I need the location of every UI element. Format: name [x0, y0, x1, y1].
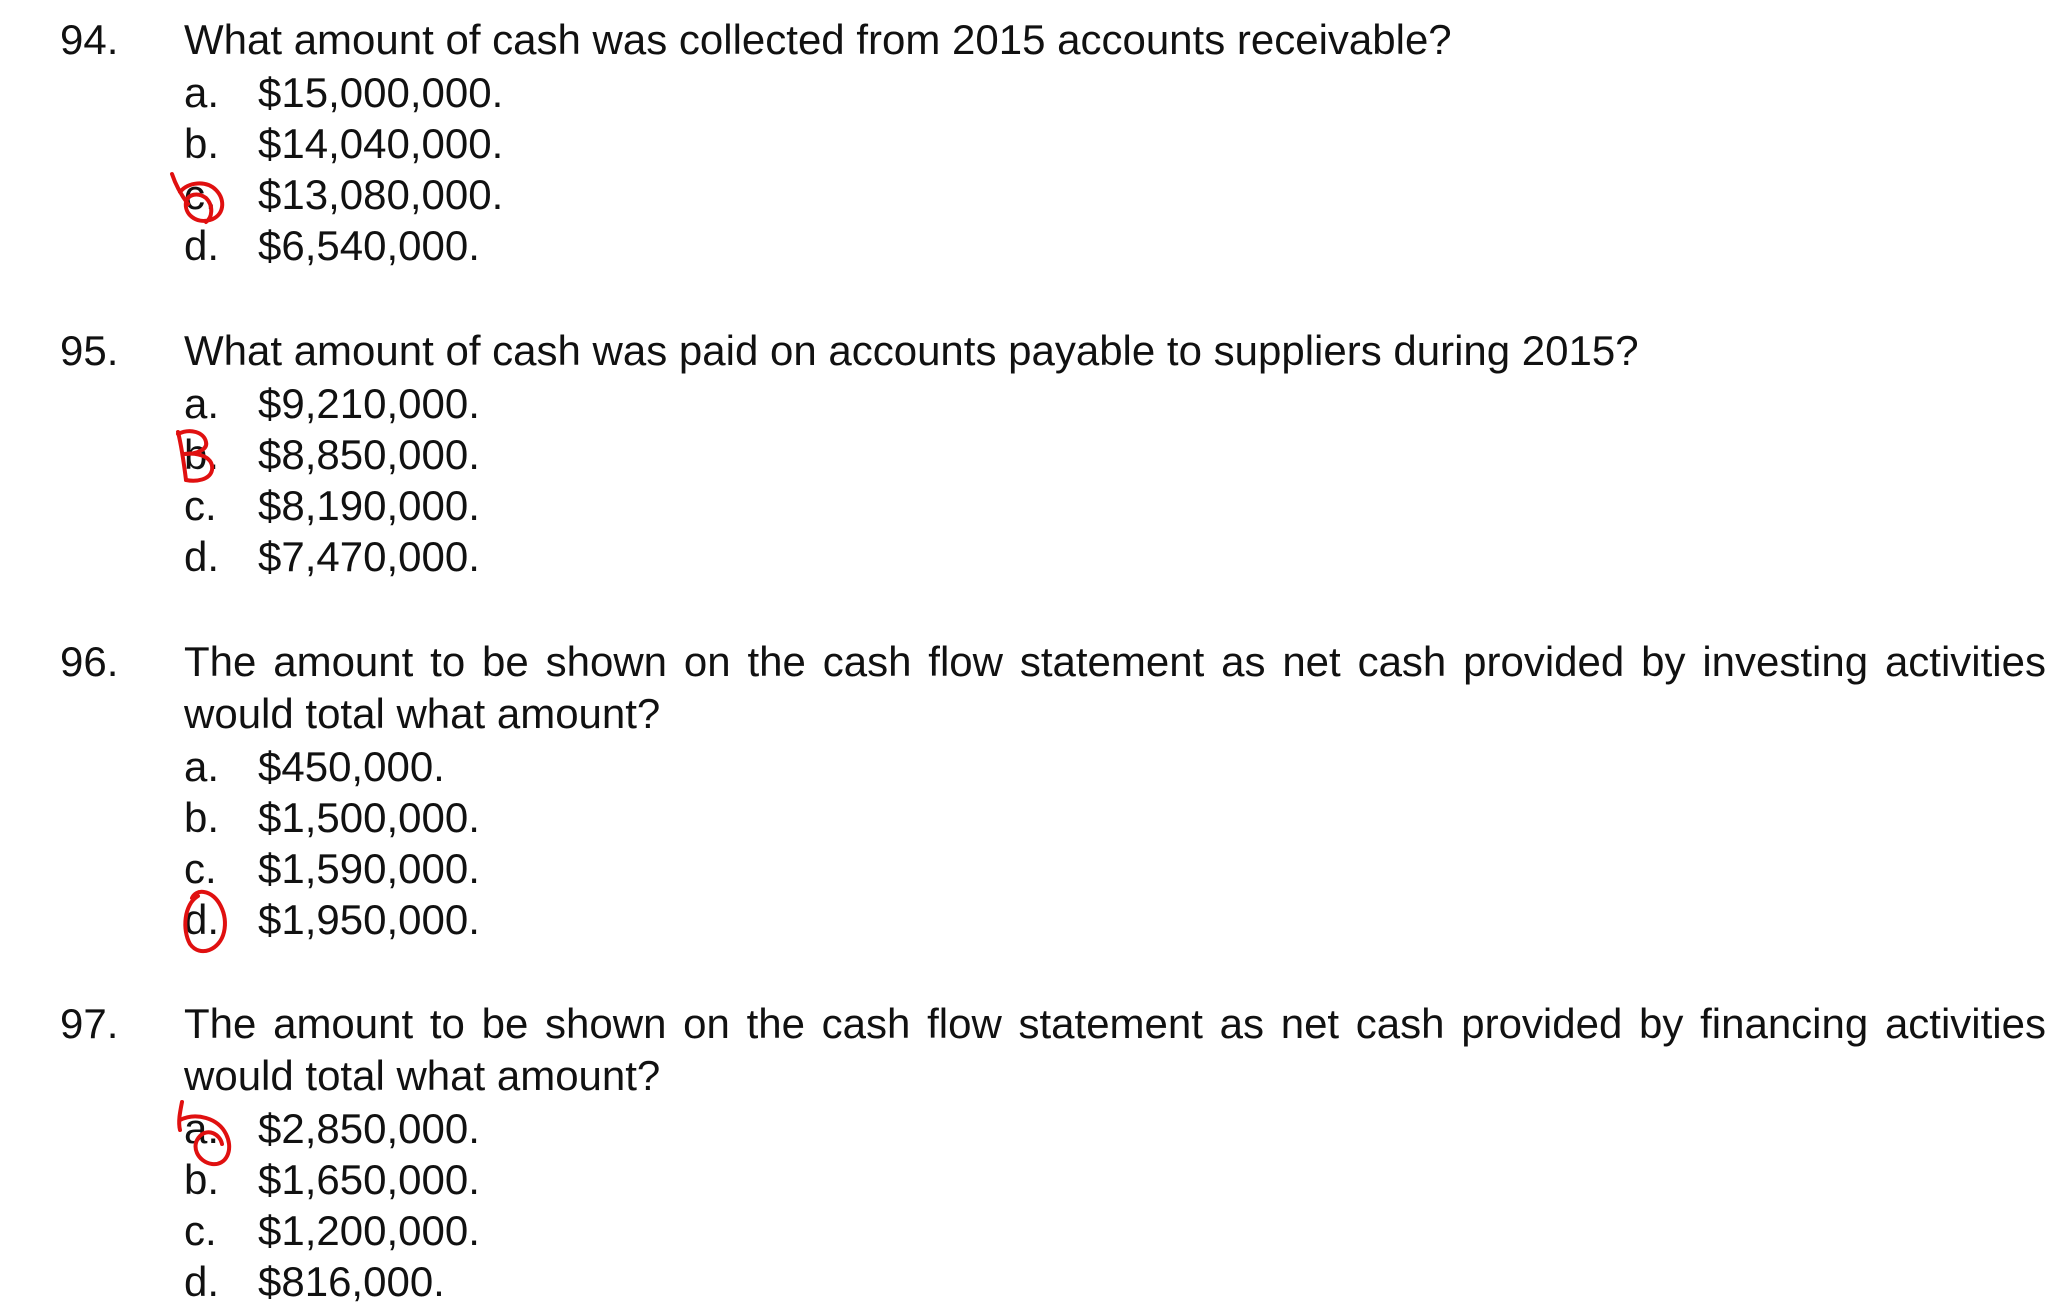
option-letter: c. [184, 1207, 217, 1254]
option-value: $9,210,000. [258, 380, 480, 427]
option-d [184, 1256, 1084, 1307]
answer-options [184, 1103, 1084, 1307]
option-c [184, 843, 1084, 894]
option-letter: d. [184, 896, 220, 943]
option-letter: c. [184, 845, 217, 892]
option-value: $2,850,000. [258, 1105, 480, 1152]
option-b [184, 1154, 1084, 1205]
option-value: $1,200,000. [258, 1207, 480, 1254]
option-value: $6,540,000. [258, 222, 480, 269]
option-letter: a. [184, 380, 220, 427]
option-letter: b. [184, 431, 220, 478]
option-value: $1,650,000. [258, 1156, 480, 1203]
option-b [184, 792, 1084, 843]
question-number: 94. [60, 16, 119, 63]
option-letter: c. [184, 482, 217, 529]
option-letter: a. [184, 1105, 220, 1152]
option-value: $14,040,000. [258, 120, 504, 167]
option-c [184, 169, 1084, 220]
question-96 [60, 636, 2046, 956]
option-letter: b. [184, 1156, 220, 1203]
option-value: $1,500,000. [258, 794, 480, 841]
option-d [184, 220, 1084, 271]
option-letter: c. [184, 171, 217, 218]
option-b [184, 429, 1084, 480]
option-value: $1,590,000. [258, 845, 480, 892]
option-a [184, 67, 1084, 118]
option-value: $15,000,000. [258, 69, 504, 116]
question-number: 97. [60, 1000, 119, 1047]
option-value: $450,000. [258, 743, 445, 790]
question-text: The amount to be shown on the cash flow statement as net cash provided by investing activities would total what amount? [184, 638, 2046, 737]
answer-options [184, 741, 1084, 945]
option-c [184, 1205, 1084, 1256]
question-text: What amount of cash was collected from 2015 accounts receivable? [184, 16, 1452, 63]
question-95 [60, 325, 1980, 595]
option-letter: d. [184, 222, 220, 269]
option-letter: d. [184, 1258, 220, 1305]
question-number: 96. [60, 638, 119, 685]
option-a [184, 1103, 1084, 1154]
option-letter: b. [184, 120, 220, 167]
option-letter: d. [184, 533, 220, 580]
question-text: What amount of cash was paid on accounts payable to suppliers during 2015? [184, 327, 1639, 374]
option-a [184, 741, 1084, 792]
question-text: The amount to be shown on the cash flow statement as net cash provided by financing activities would total what amount? [184, 1000, 2046, 1099]
question-94 [60, 14, 1980, 284]
option-value: $8,850,000. [258, 431, 480, 478]
option-value: $816,000. [258, 1258, 445, 1305]
option-b [184, 118, 1084, 169]
question-number: 95. [60, 327, 119, 374]
option-value: $1,950,000. [258, 896, 480, 943]
option-value: $7,470,000. [258, 533, 480, 580]
answer-options [184, 67, 1084, 271]
answer-options [184, 378, 1084, 582]
option-letter: b. [184, 794, 220, 841]
option-value: $8,190,000. [258, 482, 480, 529]
question-97 [60, 998, 2046, 1305]
option-letter: a. [184, 69, 220, 116]
option-d [184, 894, 1084, 945]
option-c [184, 480, 1084, 531]
option-d [184, 531, 1084, 582]
option-letter: a. [184, 743, 220, 790]
option-value: $13,080,000. [258, 171, 504, 218]
option-a [184, 378, 1084, 429]
